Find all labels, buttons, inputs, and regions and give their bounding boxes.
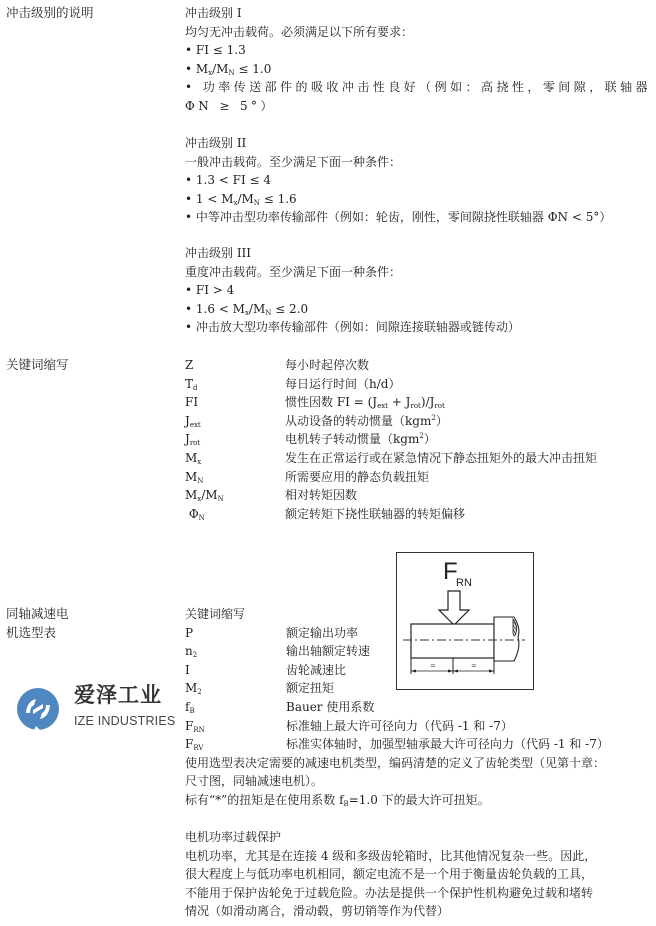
section-label-line: 机选型表 [6, 624, 57, 640]
selection-note: 标有“*”的扭矩是在使用系数 $f_B=1.0$ 下的最大许可扭矩。 [185, 792, 490, 808]
keyword-desc: 从动设备的转动惯量（kgm$^2$） [285, 413, 448, 428]
keyword-row [185, 661, 651, 680]
keyword-key: $J_{ext}$ [185, 413, 201, 429]
keyword-row [185, 505, 651, 524]
shock-level-title: 冲击级别 I [185, 6, 242, 20]
keyword-desc: 额定输出功率 [286, 625, 359, 640]
logo-icon [14, 686, 62, 732]
keyword-desc: 额定扭矩 [286, 681, 335, 696]
keyword-key: I [185, 662, 190, 677]
overload-line: 很大程度上与低功率电机相同，额定电流不是一个用于衡量齿轮负载的工具， [185, 867, 594, 882]
force-label: F [443, 558, 458, 585]
keyword-key: P [185, 625, 194, 640]
keyword-row [185, 412, 651, 431]
keyword-key: $M_x/M_N$ [185, 488, 224, 504]
overload-line: 情况（如滑动离合，滑动毂，剪切销等作为代替） [185, 904, 450, 919]
logo-name-en: IZE INDUSTRIES [74, 714, 176, 728]
keyword-desc: Bauer 使用系数 [286, 699, 375, 714]
bullet: • 1.3 < FI ≤ 4 [185, 173, 272, 188]
keyword-desc: 相对转矩因数 [285, 488, 358, 503]
keyword-desc: 所需要应用的静态负载扭矩 [285, 469, 430, 484]
bullet: • $1 < M_x/M_N \le 1.6$ [185, 191, 297, 207]
keyword-key: $F_{RV}$ [185, 737, 204, 753]
keyword-desc: 标准实体轴时，加强型轴承最大许可径向力（代码 -1 和 -7） [286, 737, 609, 752]
keyword-desc: 输出轴额定转速 [286, 644, 371, 659]
section-label-shock: 冲击级别的说明 [6, 5, 94, 20]
keyword-row [185, 468, 651, 487]
shock-level-2 [185, 134, 651, 227]
keyword-key: $F_{RN}$ [185, 718, 205, 734]
section-label-keywords: 关键词缩写 [6, 357, 69, 372]
shock-level-1 [185, 4, 651, 116]
section-label-selection [6, 605, 69, 642]
keyword-row [185, 642, 651, 661]
shock-level-intro: 重度冲击载荷。至少满足下面一种条件： [185, 264, 402, 279]
keyword-list [185, 356, 651, 523]
keyword-desc: 每小时起停次数 [285, 358, 370, 372]
keyword-desc: 每日运行时间（h/d） [285, 376, 401, 391]
dim-mark: = [471, 662, 477, 670]
bullet: • 冲击放大型功率传输部件（例如：间隙连接联轴器或链传动） [185, 320, 520, 335]
keyword-key: $n_2$ [185, 644, 198, 660]
keyword-key: $f_B$ [185, 699, 195, 715]
logo-name-cn: 爱泽工业 [74, 683, 162, 707]
keyword-row [185, 698, 651, 717]
section-label-line: 同轴减速电 [6, 606, 69, 621]
keyword-row [185, 449, 651, 468]
keyword-desc: 电机转子转动惯量（kgm$^2$） [285, 432, 436, 447]
bullet: • FI > 4 [185, 283, 235, 298]
keyword-row [185, 717, 651, 736]
bullet: • 功率传送部件的吸收冲击性良好（例如：高挠性，零间隙，联轴器 ΦN ≥ 5°） [185, 80, 651, 113]
keyword-row [185, 393, 651, 412]
shock-level-title: 冲击级别 II [185, 136, 247, 150]
shock-level-title: 冲击级别 III [185, 246, 252, 260]
bullet: • 中等冲击型功率传输部件（例如：轮齿，刚性，零间隙挠性联轴器 ΦN < 5°） [185, 210, 612, 225]
selection-heading: 关键词缩写 [185, 607, 246, 621]
keyword-key: FI [185, 395, 199, 410]
keyword-key: $M_2$ [185, 681, 202, 697]
shock-level-intro: 均匀无冲击载荷。必须满足以下所有要求： [185, 24, 414, 39]
selection-keywords [185, 605, 651, 810]
bullet: • $M_x/M_N \le 1.0$ [185, 61, 272, 77]
keyword-row [185, 624, 651, 643]
keyword-key: $M_N$ [185, 469, 204, 485]
shock-level-intro: 一般冲击载荷。至少满足下面一种条件： [185, 154, 402, 169]
overload-line: 电机功率，尤其是在连接 4 级和多级齿轮箱时，比其他情况复杂一些。因此， [185, 848, 597, 863]
overload-line: 不能用于保护齿轮免于过载危险。办法是提供一个保护性机构避免过载和堵转 [185, 885, 594, 900]
keyword-key: $T_d$ [185, 376, 198, 392]
company-logo [14, 683, 184, 732]
keyword-desc: 发生在正常运行或在紧急情况下静态扭矩外的最大冲击扭矩 [285, 450, 598, 465]
keyword-row [185, 486, 651, 505]
bullet: • FI ≤ 1.3 [185, 43, 246, 58]
bullet: • $1.6 < M_x/M_N \le 2.0$ [185, 301, 309, 317]
keyword-desc: 标准轴上最大许可径向力（代码 -1 和 -7） [286, 718, 513, 733]
keyword-key: Z [185, 358, 194, 372]
keyword-row [185, 735, 651, 754]
force-subscript: RN [456, 577, 472, 589]
keyword-desc: 齿轮减速比 [286, 662, 347, 677]
selection-paragraph-line: 使用选型表决定需要的减速电机类型，编码清楚的定义了齿轮类型（见第十章： [185, 755, 606, 770]
selection-paragraph-line: 尺寸图，同轴减速电机）。 [185, 774, 324, 789]
keyword-key: $\Phi_N$ [185, 506, 205, 522]
overload-section [185, 828, 651, 921]
overload-title: 电机功率过载保护 [185, 830, 282, 844]
keyword-row [185, 430, 651, 449]
keyword-row [185, 356, 651, 375]
keyword-row [185, 375, 651, 394]
shock-level-3 [185, 244, 651, 337]
keyword-key: $M_x$ [185, 450, 202, 466]
keyword-key: $J_{rot}$ [185, 432, 201, 448]
keyword-desc: 额定转矩下挠性联轴器的转矩偏移 [285, 506, 466, 521]
keyword-row [185, 679, 651, 698]
dim-mark: = [430, 662, 436, 670]
keyword-desc: 惯性因数 FI = $(J_{ext} + J_{rot})/J_{rot}$ [285, 395, 445, 411]
